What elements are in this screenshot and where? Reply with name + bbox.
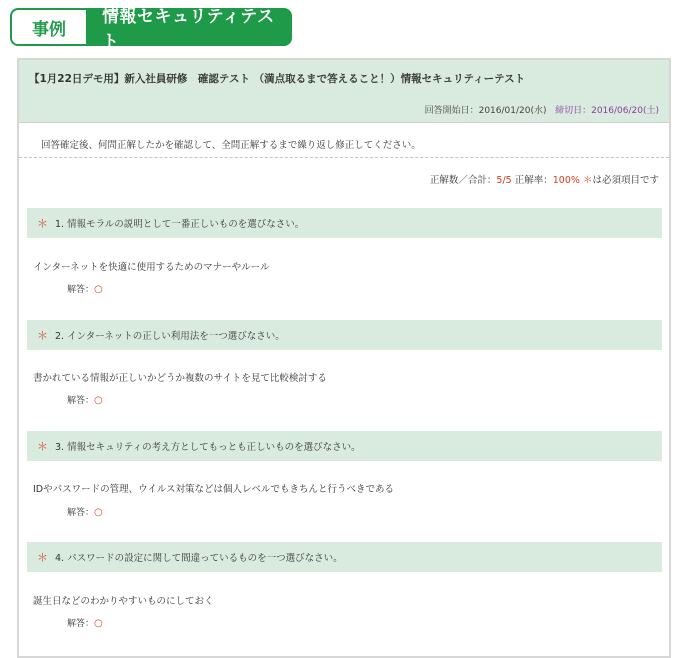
required-star-icon: ＊ <box>37 217 48 230</box>
header-tabbar <box>10 7 294 52</box>
answer-result <box>67 282 103 295</box>
answer-result <box>67 616 103 629</box>
correct-mark-icon: ○ <box>94 507 103 518</box>
rate-label: 正解率： <box>514 175 553 186</box>
score-label: 正解数／合計： <box>429 175 497 186</box>
result-label: 解答： <box>67 285 95 295</box>
score-summary <box>430 172 659 186</box>
question-text: 3. 情報セキュリティの考え方としてもっとも正しいものを選びなさい。 <box>55 442 361 453</box>
correct-mark-icon: ○ <box>94 395 103 406</box>
test-panel <box>17 58 671 658</box>
question-header <box>27 431 662 461</box>
answer-result <box>67 393 103 406</box>
score-count: 5/5 <box>496 175 512 186</box>
answer-result <box>67 505 103 518</box>
question-header <box>27 208 662 238</box>
test-dates <box>425 103 659 116</box>
question-header <box>27 320 662 350</box>
question-header <box>27 542 662 572</box>
answer-text: IDやパスワードの管理、ウイルス対策などは個人レベルでもきちんと行うべきである <box>33 484 395 495</box>
required-label: は必須項目です <box>592 175 659 186</box>
question-text: 2. インターネットの正しい利用法を一つ選びなさい。 <box>55 331 285 342</box>
correct-mark-icon: ○ <box>94 284 103 295</box>
divider <box>19 157 669 158</box>
rate-value: 100% <box>552 175 580 186</box>
question-text: 4. パスワードの設定に関して間違っているものを一つ選びなさい。 <box>55 553 343 564</box>
required-star-icon: ＊ <box>37 551 48 564</box>
category-tab: 事例 <box>10 8 86 46</box>
answer-text: インターネットを快適に使用するためのマナーやルール <box>33 262 270 273</box>
instruction-text: 回答確定後、何問正解したかを確認して、全問正解するまで繰り返し修正してください。 <box>41 140 421 151</box>
answer-text: 誕生日などのわかりやすいものにしておく <box>33 596 214 607</box>
test-header <box>19 60 669 123</box>
answer-text: 書かれている情報が正しいかどうか複数のサイトを見て比較検討する <box>33 373 327 384</box>
result-label: 解答： <box>67 619 95 629</box>
question-text: 1. 情報モラルの説明として一番正しいものを選びなさい。 <box>55 219 305 230</box>
page-title: 情報セキュリティテスト <box>86 8 292 46</box>
required-mark: ＊ <box>582 175 593 186</box>
result-label: 解答： <box>67 508 95 518</box>
start-date: 回答開始日：2016/01/20(水) <box>424 106 547 116</box>
deadline-date: 締切日：2016/06/20(土) <box>555 106 659 116</box>
result-label: 解答： <box>67 396 95 406</box>
correct-mark-icon: ○ <box>94 618 103 629</box>
test-title: 【1月22日デモ用】新入社員研修 確認テスト （満点取るまで答えること！）情報セキュリティーテスト <box>29 73 526 85</box>
required-star-icon: ＊ <box>37 329 48 342</box>
required-star-icon: ＊ <box>37 440 48 453</box>
